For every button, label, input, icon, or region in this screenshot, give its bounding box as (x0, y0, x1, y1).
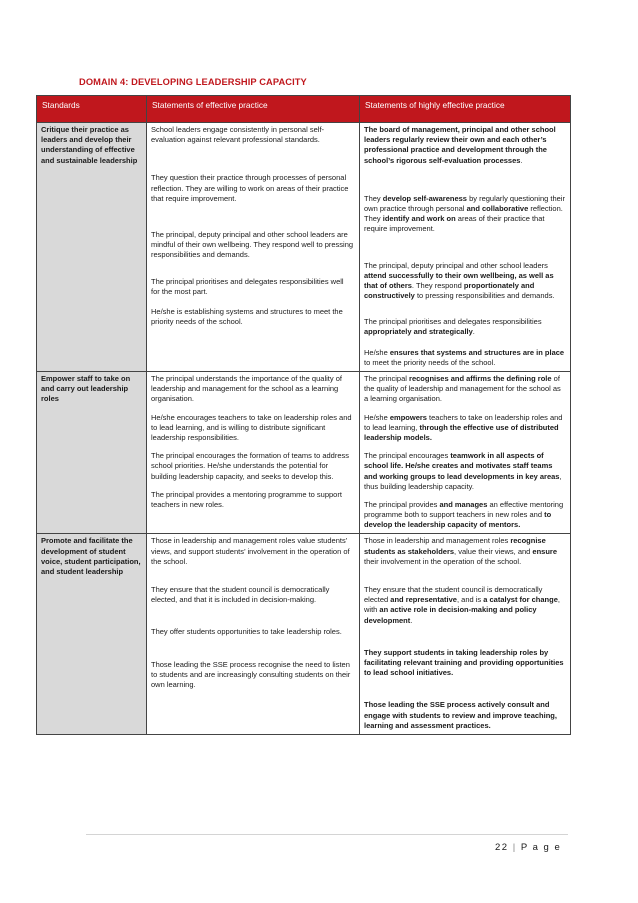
domain-title: DOMAIN 4: DEVELOPING LEADERSHIP CAPACITY (79, 77, 307, 87)
statement-text: their involvement in the operation of the school. (364, 556, 522, 566)
highly-effective-practice-cell (360, 123, 571, 372)
header-standards: Standards (37, 96, 147, 123)
highly-effective-statement (364, 536, 565, 567)
statement-text: He/she (364, 347, 390, 357)
highly-effective-statement (364, 261, 565, 302)
effective-statement: He/she is establishing systems and structures to meet the priority needs of the school. (151, 306, 343, 327)
statement-text: The principal encourages (364, 451, 451, 461)
table-row (37, 534, 571, 734)
emphasis-text: attend successfully to their own wellbeing, as well as that of others (364, 270, 554, 290)
effective-statement: The principal provides a mentoring programme to support teachers in new roles. (151, 489, 342, 509)
statement-text: The principal provides (364, 499, 440, 509)
statement-text: . They respond (411, 280, 464, 290)
highly-effective-statement (364, 348, 565, 368)
emphasis-text: Those leading the SSE process actively consult and engage with students to review and improve teaching, learning and assessment practices. (364, 700, 557, 730)
emphasis-text: proportionately and constructively (364, 280, 535, 301)
emphasis-text: They support students in taking leadership roles by facilitating relevant training and providing opportunities to lead school initiatives. (364, 647, 564, 678)
highly-effective-statement (364, 648, 565, 679)
effective-statement: The principal understands the importance of the quality of leadership and management for the school as a learning organisation. (151, 374, 342, 404)
standard-cell: Empower staff to take on and carry out leadership roles (37, 372, 147, 534)
statement-text: of the quality of leadership and management for the school as a learning organisation. (364, 374, 561, 404)
statement-text: areas of their practice that require improvement. (364, 214, 545, 234)
effective-practice-cell (147, 372, 360, 534)
emphasis-text: empowers (389, 412, 427, 422)
statement-text: , thus building leadership capacity. (364, 471, 562, 491)
table-header-row (37, 96, 571, 123)
effective-statement: The principal prioritises and delegates responsibilities well for the most part. (151, 276, 344, 296)
statement-text: They ensure that the student council is democratically elected (364, 585, 543, 605)
effective-practice-cell (147, 534, 360, 734)
highly-effective-statement (364, 585, 565, 626)
statement-text: He/she (364, 412, 390, 422)
statement-text: The principal, deputy principal and other school leaders (364, 260, 548, 270)
effective-statement: They question their practice through processes of personal reflection. They are willing to work on areas of their practice that require improvement. (151, 173, 349, 203)
effective-statement: Those leading the SSE process recognise the need to listen to students and are increasingly consulting students on their own learning. (151, 659, 351, 689)
statement-text: . (520, 155, 523, 165)
highly-effective-statement (364, 194, 565, 235)
standard-cell: Critique their practice as leaders and develop their understanding of effective and sustainable leadership (37, 123, 147, 372)
statement-text: by regularly questioning their own practice through personal (364, 193, 565, 213)
effective-statement: Those in leadership and management roles value students’ views, and support students’ involvement in the operation of the school. (151, 536, 350, 566)
emphasis-text: The board of management, principal and other school leaders regularly review their own and each other’s professional practice and development through the school’s rigorous self-evaluation processes (364, 125, 556, 165)
emphasis-text: develop self-awareness (382, 193, 467, 203)
statement-text: , value their views, and (454, 546, 533, 556)
emphasis-text: teamwork in all aspects of school life. He/she creates and motivates staff teams and working groups to lead developments in key areas (364, 451, 560, 481)
page-number-value: 22 (495, 842, 509, 853)
emphasis-text: an active role in decision-making and policy development (364, 605, 537, 625)
effective-statement: School leaders engage consistently in personal self-evaluation against relevant professional standards. (151, 125, 325, 145)
header-highly-effective-practice: Statements of highly effective practice (360, 96, 571, 123)
statement-text: reflection. They (364, 203, 563, 224)
statement-text: , and is (456, 595, 484, 605)
highly-effective-statement (364, 700, 565, 731)
emphasis-text: identify and work on (382, 214, 456, 224)
emphasis-text: through the effective use of distributed leadership models. (364, 422, 559, 442)
statement-text: an effective mentoring programme both to support teachers in new roles and (364, 499, 564, 520)
effective-statement: The principal, deputy principal and other school leaders are mindful of their own wellbeing. They respond well to pressing responsibilities and demands. (151, 229, 354, 260)
emphasis-text: recognise students as stakeholders (364, 536, 546, 556)
emphasis-text: ensures that systems and structures are in place (389, 347, 565, 357)
statement-text: The principal prioritises and delegates responsibilities (364, 317, 542, 327)
emphasis-text: a catalyst for change (483, 595, 558, 605)
emphasis-text: and manages (439, 499, 488, 509)
effective-statement: He/she encourages teachers to take on leadership roles and to lead learning, and is willing to distribute significant leadership responsibilities. (151, 412, 352, 442)
practice-table (36, 95, 571, 735)
footer-divider (86, 834, 568, 835)
emphasis-text: ensure (532, 546, 558, 556)
header-effective-practice: Statements of effective practice (147, 96, 360, 123)
table-row (37, 123, 571, 372)
emphasis-text: recognises and affirms the defining role (409, 374, 552, 383)
table-row (37, 372, 571, 534)
effective-practice-cell (147, 123, 360, 372)
highly-effective-practice-cell (360, 372, 571, 534)
highly-effective-statement (364, 451, 565, 492)
highly-effective-statement (364, 317, 565, 337)
statement-text: . (410, 615, 413, 625)
statement-text: . (472, 327, 475, 337)
standard-cell: Promote and facilitate the development of student voice, student participation, and student leadership (37, 534, 147, 734)
highly-effective-statement (364, 125, 565, 166)
statement-text: They (364, 193, 383, 203)
statement-text: The principal (364, 374, 410, 383)
statement-text: to meet the priority needs of the school. (364, 357, 496, 367)
statement-text: to pressing responsibilities and demands. (414, 291, 555, 301)
emphasis-text: and representative (390, 595, 457, 605)
statement-text: , with (364, 595, 560, 615)
page-number (495, 842, 561, 853)
highly-effective-statement (364, 500, 565, 531)
effective-statement: They ensure that the student council is democratically elected, and that it is included in decision-making. (151, 585, 330, 605)
emphasis-text: appropriately and strategically (364, 327, 473, 337)
highly-effective-practice-cell (360, 534, 571, 734)
highly-effective-statement (364, 413, 565, 444)
effective-statement: They offer students opportunities to take leadership roles. (151, 627, 342, 637)
statement-text: Those in leadership and management roles (364, 536, 511, 546)
highly-effective-statement (364, 374, 565, 405)
page-label: P a g e (520, 842, 562, 853)
statement-text: teachers to take on leadership roles and to lead learning, (364, 412, 563, 432)
effective-statement: The principal encourages the formation of teams to address school priorities. He/she understands the potential for building leadership capacity, and seeks to develop this. (151, 451, 350, 481)
page-number-separator: | (512, 842, 517, 853)
emphasis-text: to develop the leadership capacity of mentors. (364, 510, 552, 530)
emphasis-text: and collaborative (466, 203, 529, 213)
